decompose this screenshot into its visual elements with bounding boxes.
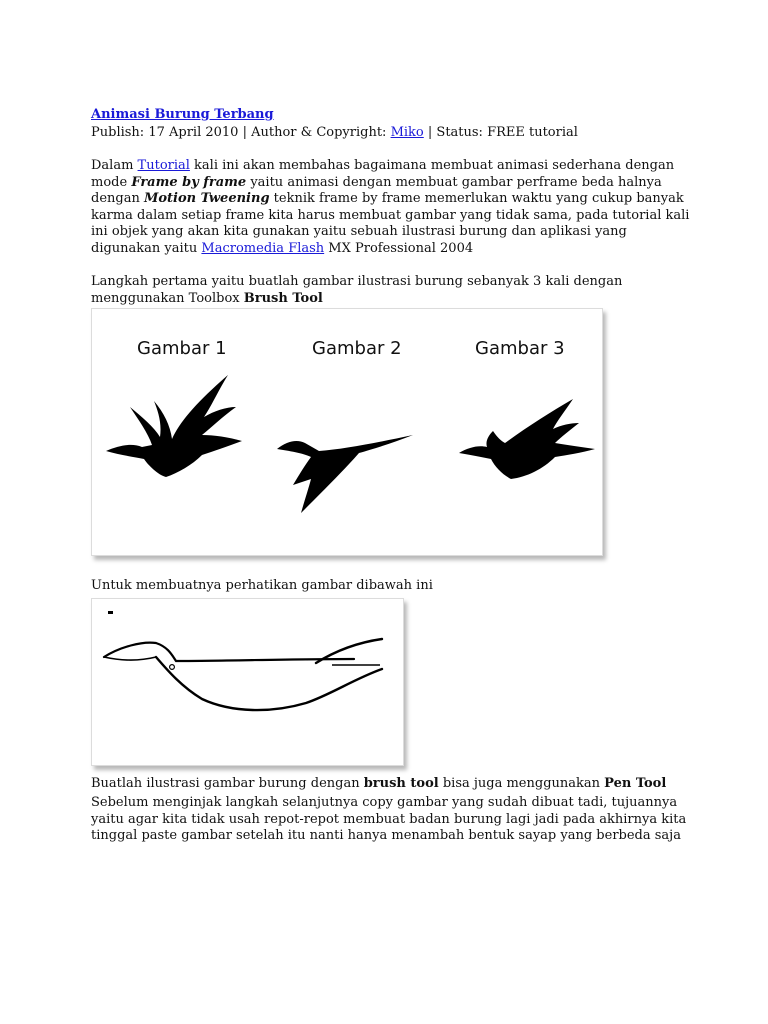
step2-paragraph bbox=[91, 776, 691, 793]
step3-paragraph: Sebelum menginjak langkah selanjutnya copy gambar yang sudah dibuat tadi, tujuannya yaitu agar kita tidak usah repot-repot membuat badan burung lagi jadi pada akhirnya kita tinggal paste gambar setelah itu nanti hanya menambah bentuk sayap yang berbeda saja bbox=[91, 795, 687, 843]
bird-silhouette-2 bbox=[275, 429, 425, 519]
bird-silhouette-1 bbox=[102, 367, 252, 487]
step2-text: Buatlah ilustrasi gambar burung dengan bbox=[91, 775, 364, 791]
article-meta bbox=[91, 125, 691, 142]
step1-paragraph bbox=[91, 274, 691, 307]
brush-tool-bold: Brush Tool bbox=[243, 290, 323, 306]
figure-bird-frames bbox=[91, 308, 603, 556]
author-link[interactable]: Miko bbox=[390, 124, 424, 140]
figure-label-3: Gambar 3 bbox=[475, 338, 565, 359]
brush-tool-bold: brush tool bbox=[363, 775, 439, 791]
article-title-line bbox=[91, 107, 691, 124]
motion-tweening-emphasis: Motion Tweening bbox=[143, 191, 270, 206]
figure-label-2: Gambar 2 bbox=[312, 338, 402, 359]
step2-text: bisa juga menggunakan bbox=[438, 775, 605, 791]
figure-label-1: Gambar 1 bbox=[137, 338, 227, 359]
meta-publish: Publish: 17 April 2010 | Author & Copyright: bbox=[91, 124, 391, 140]
macromedia-flash-link[interactable]: Macromedia Flash bbox=[201, 240, 325, 256]
intro-text: yaitu animasi dengan membuat gambar perframe beda halnya dengan bbox=[91, 174, 662, 206]
meta-status: | Status: FREE tutorial bbox=[423, 124, 578, 140]
intro-text: teknik frame by frame memerlukan waktu yang cukup banyak karma dalam setiap frame kita harus membuat gambar yang tidak sama, pada tutorial kali ini objek yang akan kita gunakan yaitu sebuah ilustrasi burung dan aplikasi yang digunakan yaitu bbox=[91, 191, 690, 256]
intro-text: kali ini akan membahas bagaimana membuat animasi sederhana dengan mode bbox=[91, 158, 675, 190]
tutorial-link[interactable]: Tutorial bbox=[137, 158, 190, 173]
step1-text: Langkah pertama yaitu buatlah gambar ilustrasi burung sebanyak 3 kali dengan menggunakan Toolbox bbox=[91, 274, 623, 306]
figure2-caption: Untuk membuatnya perhatikan gambar dibawah ini bbox=[91, 578, 433, 593]
figure-bird-outline bbox=[91, 598, 404, 766]
intro-text: Dalam bbox=[91, 158, 138, 173]
article-title-link[interactable]: Animasi Burung Terbang bbox=[91, 107, 274, 122]
frame-by-frame-emphasis: Frame by frame bbox=[131, 174, 247, 190]
bird-body-outline bbox=[92, 599, 403, 765]
bird-silhouette-3 bbox=[457, 397, 597, 487]
intro-text: MX Professional 2004 bbox=[324, 240, 474, 256]
intro-paragraph bbox=[91, 158, 691, 257]
pen-tool-bold: Pen Tool bbox=[604, 775, 667, 791]
